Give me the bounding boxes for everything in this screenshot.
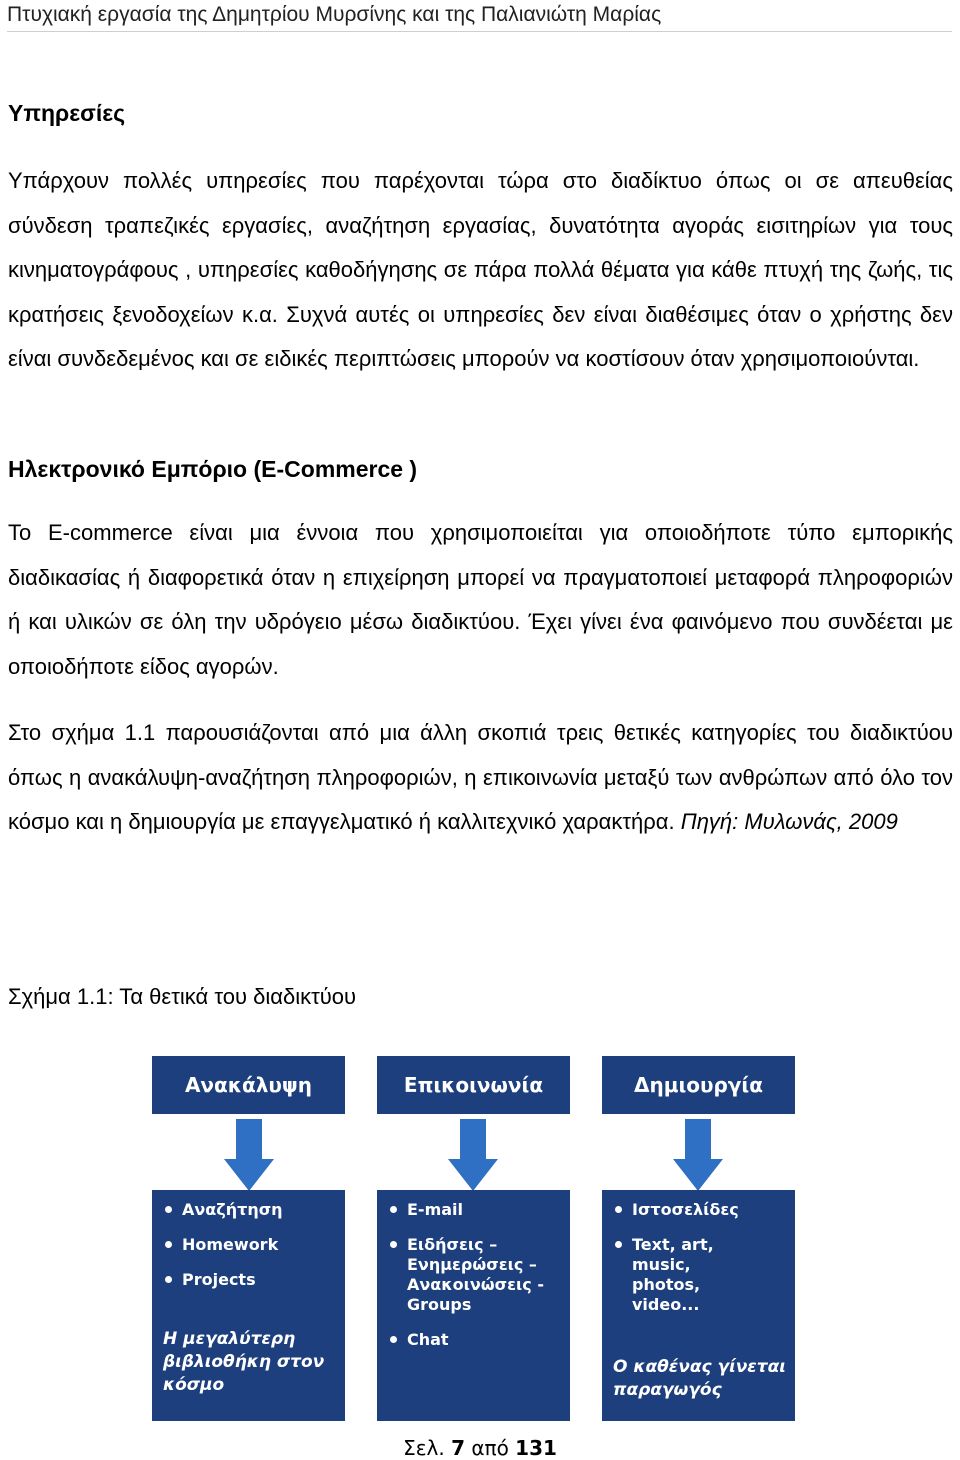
current-page: 7 bbox=[451, 1436, 465, 1460]
item-label: Ιστοσελίδες bbox=[632, 1200, 739, 1219]
item-label: Projects bbox=[182, 1270, 256, 1289]
list-item bbox=[162, 1200, 337, 1220]
page-separator: από bbox=[471, 1436, 509, 1460]
item-label: E-mail bbox=[407, 1200, 464, 1219]
figure-caption: Σχήμα 1.1: Τα θετικά του διαδικτύου bbox=[8, 984, 357, 1009]
item-label: Homework bbox=[182, 1235, 279, 1254]
list-item bbox=[387, 1200, 562, 1220]
list-item bbox=[162, 1270, 337, 1290]
figure-header-communication: Επικοινωνία bbox=[377, 1056, 570, 1114]
bullet-icon bbox=[165, 1241, 172, 1248]
figure-note-creation: Ο καθένας γίνεται παραγωγός bbox=[613, 1357, 786, 1400]
bullet-icon bbox=[390, 1241, 397, 1248]
list-item bbox=[612, 1200, 787, 1220]
figure-box-creation bbox=[602, 1190, 795, 1421]
total-pages: 131 bbox=[515, 1436, 557, 1460]
bullet-icon bbox=[390, 1336, 397, 1343]
down-arrow-icon bbox=[224, 1119, 274, 1191]
item-label: Αναζήτηση bbox=[182, 1200, 283, 1219]
list-item bbox=[387, 1330, 562, 1350]
running-header: Πτυχιακή εργασία της Δημητρίου Μυρσίνης και της Παλιανιώτη Μαρίας bbox=[7, 1, 952, 32]
bullet-icon bbox=[165, 1206, 172, 1213]
figure-internet-benefits bbox=[152, 1056, 795, 1421]
figure-note-discovery: Η μεγαλύτερη βιβλιοθήκη στον κόσμο bbox=[163, 1329, 325, 1395]
figure-header-discovery: Ανακάλυψη bbox=[152, 1056, 345, 1114]
list-item bbox=[387, 1235, 557, 1315]
bullet-icon bbox=[615, 1241, 622, 1248]
item-label: Chat bbox=[407, 1330, 449, 1349]
down-arrow-icon bbox=[448, 1119, 498, 1191]
figure-intro-text: Στο σχήμα 1.1 παρουσιάζονται από μια άλλη σκοπιά τρεις θετικές κατηγορίες του διαδικτύου όπως η ανακάλυψη-αναζήτηση πληροφοριών, η επικοινωνία μεταξύ των ανθρώπων από όλο τον κόσμο και η δημιουργία με επαγγελματικό ή καλλιτεχνικό χαρακτήρα. bbox=[8, 720, 953, 835]
bullet-icon bbox=[615, 1206, 622, 1213]
figure-box-discovery bbox=[152, 1190, 345, 1421]
figure-intro-paragraph bbox=[8, 711, 953, 845]
services-paragraph: Υπάρχουν πολλές υπηρεσίες που παρέχονται τώρα στο διαδίκτυο όπως οι σε απευθείας σύνδεση τραπεζικές εργασίες, αναζήτηση εργασίας, δυνατότητα αγοράς εισιτηρίων για τους κινηματογράφους , υπηρεσίες καθοδήγησης σε πάρα πολλά θέματα για κάθε πτυχή της ζωής, τις κρατήσεις ξενοδοχείων κ.α. Συχνά αυτές οι υπηρεσίες δεν είναι διαθέσιμες όταν ο χρήστης δεν είναι συνδεδεμένος και σε ειδικές περιπτώσεις μπορούν να κοστίσουν όταν χρησιμοποιούνται. bbox=[8, 168, 953, 372]
figure-header-creation: Δημιουργία bbox=[602, 1056, 795, 1114]
section-heading-services: Υπηρεσίες bbox=[8, 100, 126, 126]
page-number bbox=[0, 1436, 960, 1460]
figure-box-communication bbox=[377, 1190, 570, 1421]
bullet-icon bbox=[165, 1276, 172, 1283]
item-label: Text, art, music, photos, video... bbox=[632, 1235, 714, 1314]
list-item bbox=[162, 1235, 337, 1255]
bullet-icon bbox=[390, 1206, 397, 1213]
item-label: Ειδήσεις – Ενημερώσεις – Ανακοινώσεις - Groups bbox=[407, 1235, 544, 1314]
section-heading-ecommerce: Ηλεκτρονικό Εμπόριο (E-Commerce ) bbox=[8, 456, 418, 482]
source-citation: Πηγή: Μυλωνάς, 2009 bbox=[680, 809, 898, 835]
list-item bbox=[612, 1235, 742, 1315]
ecommerce-paragraph: Το E-commerce είναι μια έννοια που χρησιμοποιείται για οποιοδήποτε τύπο εμπορικής διαδικασίας ή διαφορετικά όταν η επιχείρηση μπορεί να πραγματοποιεί μεταφορά πληροφοριών ή και υλικών σε όλη την υδρόγειο μέσω διαδικτύου. Έχει γίνει ένα φαινόμενο που συνδέεται με οποιοδήποτε είδος αγορών. bbox=[8, 520, 953, 679]
down-arrow-icon bbox=[673, 1119, 723, 1191]
page-prefix: Σελ. bbox=[403, 1436, 445, 1460]
